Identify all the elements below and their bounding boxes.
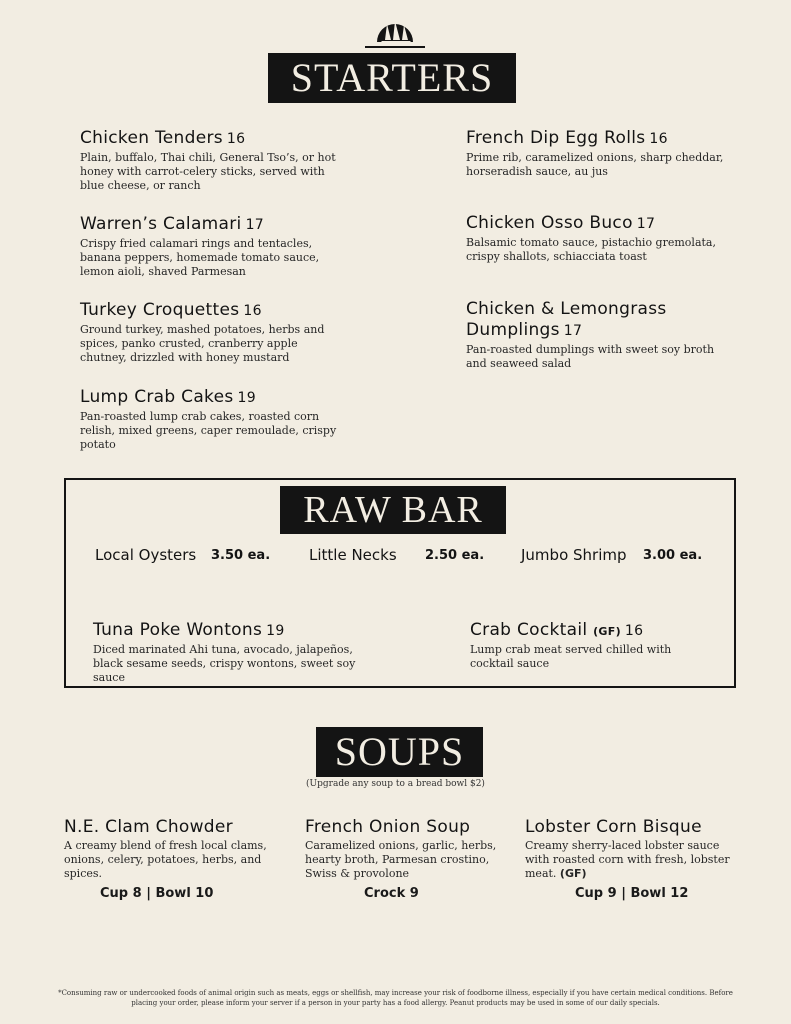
item-description: Ground turkey, mashed potatoes, herbs and spices, panko crusted, cranberry apple chutney, drizzled with honey mustard [80,323,325,364]
menu-item [470,620,700,671]
item-description: Diced marinated Ahi tuna, avocado, jalapeños, black sesame seeds, crispy wontons, sweet soy sauce [93,643,356,684]
item-description: Balsamic tomato sauce, pistachio gremolata, crispy shallots, schiacciata toast [466,236,716,263]
item-price: 17 [245,217,264,233]
ship-logo-icon [363,16,427,52]
item-description: Lump crab meat served chilled with cocktail sauce [470,643,672,670]
item-name: Chicken & Lemongrass Dumplings [466,299,667,340]
menu-item [80,128,350,193]
soup-price: Cup 9 | Bowl 12 [575,886,689,901]
raw-bar-heading: RAW BAR [280,486,506,534]
item-price: 16 [624,623,644,639]
item-name: N.E. Clam Chowder [64,817,233,837]
soups-heading: SOUPS [316,727,483,777]
item-name: Warren’s Calamari [80,214,242,234]
soup-item [64,817,269,881]
item-price: 19 [266,623,285,639]
item-name: Crab Cocktail [470,620,588,640]
raw-bar-item [309,546,485,564]
menu-item [80,214,350,279]
item-price: 16 [243,303,262,319]
item-description: Pan-roasted lump crab cakes, roasted corn relish, mixed greens, caper remoulade, crispy potato [80,410,337,451]
menu-item [80,387,350,452]
item-name: Jumbo Shrimp [521,546,627,564]
item-price: 17 [636,216,656,232]
item-name: French Dip Egg Rolls [466,128,646,148]
item-price: 3.00 ea. [643,548,703,563]
item-price: 16 [649,131,668,147]
item-name: Lobster Corn Bisque [525,817,702,837]
soup-item [305,817,500,881]
item-price: 17 [563,323,583,339]
item-price: 19 [237,390,256,406]
item-price: 3.50 ea. [211,548,271,563]
item-description: Creamy sherry-laced lobster sauce with roasted corn with fresh, lobster meat. [525,839,730,880]
starters-heading: STARTERS [268,53,516,103]
soups-note: (Upgrade any soup to a bread bowl $2) [306,779,485,789]
item-description: Crispy fried calamari rings and tentacles, banana peppers, homemade tomato sauce, lemon aioli, shaved Parmesan [80,237,320,278]
item-price: 16 [226,131,246,147]
item-name: French Onion Soup [305,817,471,837]
menu-item [466,128,746,179]
gf-label: (GF) [593,625,621,638]
gf-label: (GF) [559,867,587,880]
item-description: Plain, buffalo, Thai chili, General Tso’s, or hot honey with carrot-celery sticks, served with blue cheese, or ranch [80,151,336,192]
item-name: Tuna Poke Wontons [93,620,263,640]
item-name: Chicken Tenders [80,128,223,148]
menu-item [466,213,746,264]
menu-item [80,300,345,365]
raw-bar-item [95,546,271,564]
item-name: Turkey Croquettes [80,300,240,320]
item-name: Chicken Osso Buco [466,213,633,233]
menu-item [466,299,716,371]
item-name: Lump Crab Cakes [80,387,234,407]
soup-price: Cup 8 | Bowl 10 [100,886,214,901]
item-price: 2.50 ea. [425,548,485,563]
raw-bar-item [521,546,703,564]
soup-price: Crock 9 [364,886,419,901]
item-name: Little Necks [309,546,397,564]
item-description: Pan-roasted dumplings with sweet soy broth and seaweed salad [466,343,715,370]
item-description: Prime rib, caramelized onions, sharp cheddar, horseradish sauce, au jus [466,151,724,178]
menu-item [93,620,383,685]
soup-item [525,817,730,881]
allergy-disclaimer: *Consuming raw or undercooked foods of animal origin such as meats, eggs or shellfish, may increase your risk of foodborne illness, especially if you have certain medical conditions. Before placing your order, please inform your server if a person in your party has a food allergy. Peanut products may be used in some of our daily specials. [58,989,733,1007]
item-name: Local Oysters [95,546,197,564]
item-description: A creamy blend of fresh local clams, onions, celery, potatoes, herbs, and spices. [64,839,267,880]
item-description: Caramelized onions, garlic, herbs, hearty broth, Parmesan crostino, Swiss & provolone [305,839,497,880]
